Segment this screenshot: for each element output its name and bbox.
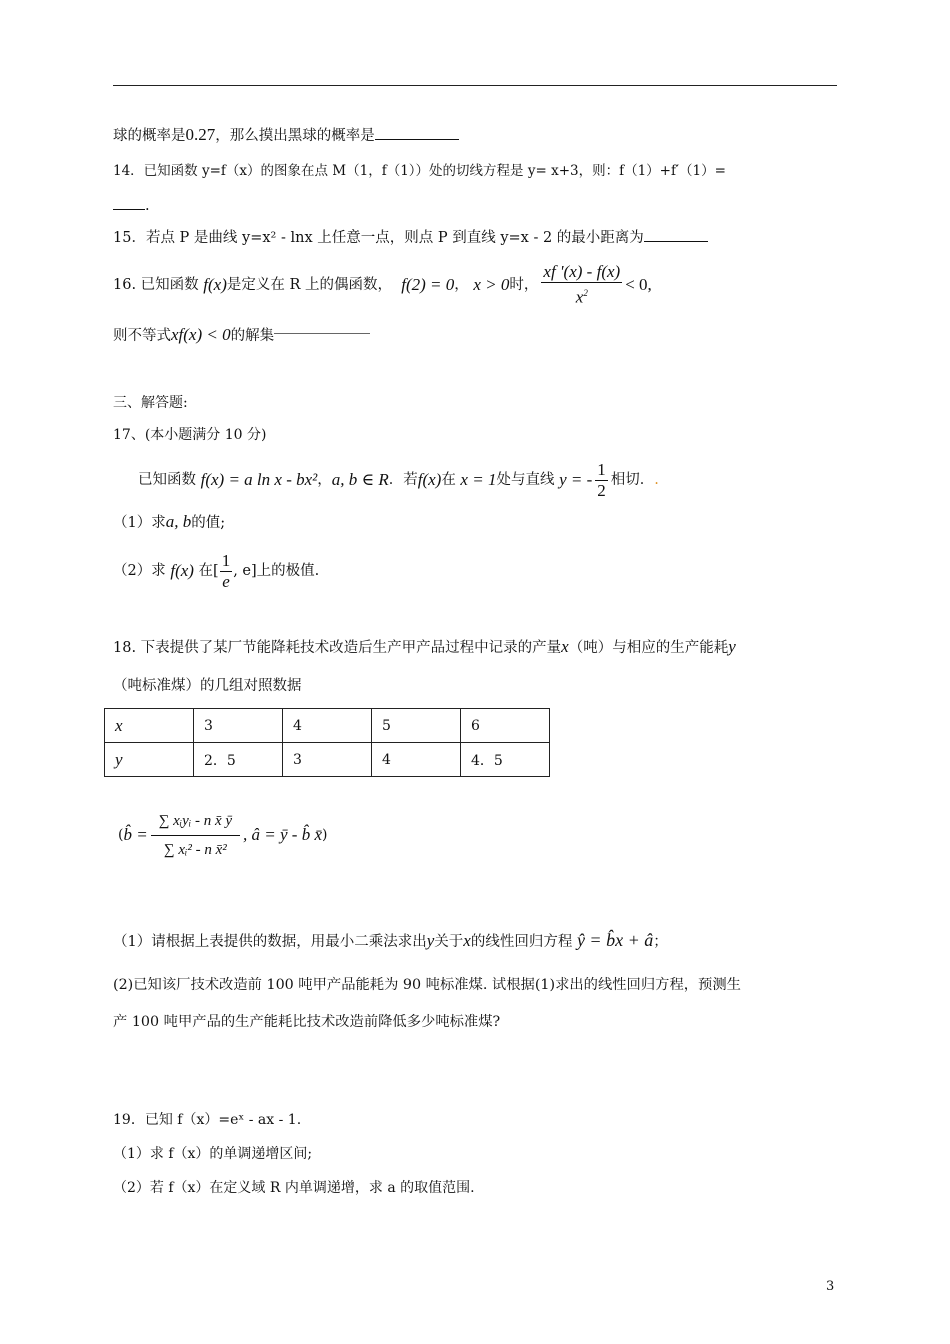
q17-l1a: 已知函数 <box>138 472 196 488</box>
formula-fraction <box>151 807 240 864</box>
q18-p1b: 关于 <box>434 934 464 950</box>
q18-l1: 18. 下表提供了某厂节能降耗技术改造后生产甲产品过程中记录的产量 <box>113 640 562 656</box>
q13-value: 0.27 <box>185 125 216 144</box>
table-row <box>105 743 550 777</box>
table-row <box>105 709 550 743</box>
formula-lhs: b̂ = <box>123 825 148 844</box>
q13-text2: ，那么摸出黑球的概率是 <box>215 128 375 144</box>
q17-p1ab: a, b <box>165 512 192 531</box>
section-title: 三、解答题: <box>113 395 188 411</box>
q14-tail: . <box>145 198 150 214</box>
q16-fraction <box>541 262 622 308</box>
q17-p2a: （2）求 <box>113 563 166 579</box>
q13-text: 球的概率是 <box>113 128 186 144</box>
q17-yeq: y = - <box>559 470 593 489</box>
q16-fx: f(x) <box>203 275 227 294</box>
q17-fx: f(x) <box>417 470 442 489</box>
q18-xvar: x <box>561 637 569 656</box>
formula-rhs: , â = ȳ - b̂ x̄ <box>243 825 323 844</box>
q16-inequality: xf(x) < 0 <box>171 325 231 344</box>
q16-line2a: 则不等式 <box>113 328 171 344</box>
q14-text: 14．已知函数 y=f（x）的图象在点 M（1，f（1））处的切线方程是 y= x+3，则：f（1）+f′（1）= <box>113 163 726 179</box>
table-cell: 6 <box>461 709 550 743</box>
answer-blank[interactable] <box>375 139 459 140</box>
q17-function: f(x) = a ln x - bx² <box>200 470 318 489</box>
q17-x1: x = 1 <box>460 470 497 489</box>
q16-line2b: 的解集 <box>230 328 275 344</box>
q17-p2c: , e]上的极值. <box>233 563 320 579</box>
q18-l1b: （吨）与相应的生产能耗 <box>568 640 729 656</box>
q17-p2-numerator: 1 <box>221 550 231 570</box>
q17-ab: a, b ∈ R <box>331 470 389 489</box>
q17-fraction <box>595 460 608 501</box>
q13-tail <box>113 125 459 146</box>
q17-p1b: 的值; <box>191 515 226 531</box>
table-cell: x <box>105 709 194 743</box>
table-cell: 4 <box>283 709 372 743</box>
q17-l1e: 处与直线 <box>496 472 555 488</box>
q18-part2-line2: 产 100 吨甲产品的生产能耗比技术改造前降低多少吨标准煤? <box>113 1014 501 1030</box>
q19-part2: （2）若 f（x）在定义域 R 内单调递增，求 a 的取值范围. <box>113 1180 475 1196</box>
data-table <box>104 708 550 777</box>
answer-blank[interactable] <box>274 333 370 334</box>
table-cell: 3 <box>283 743 372 777</box>
q18-yvar: y <box>728 637 736 656</box>
q18-regression-equation: ŷ = b̂x + â <box>576 930 654 950</box>
table-cell: 4 <box>372 743 461 777</box>
q16-prefix: 16. 已知函数 <box>113 277 199 293</box>
q16-mid: 是定义在 R 上的偶函数， <box>226 277 393 293</box>
q16-f2: f(2) = 0 <box>401 275 455 294</box>
q17-p2fx: f(x) <box>170 561 194 580</box>
q16-fraction-denominator: $x^2$ <box>575 287 588 307</box>
q18-part1 <box>113 930 668 952</box>
answer-blank[interactable] <box>113 209 145 210</box>
q17-p1a: （1）求 <box>113 515 166 531</box>
table-cell: 5 <box>372 709 461 743</box>
formula-numerator: ∑ xᵢyᵢ - n x̄ ȳ <box>151 807 240 836</box>
q18-p1d: ； <box>653 934 668 950</box>
question-15 <box>113 228 708 248</box>
q17-l1b: ， <box>317 472 332 488</box>
q16-fraction-numerator: xf '(x) - f(x) <box>543 262 621 282</box>
q16-tail: < 0, <box>625 275 652 294</box>
q19-part1: （1）求 f（x）的单调递增区间; <box>113 1146 313 1162</box>
q18-part2-line1: (2)已知该厂技术改造前 100 吨甲产品能耗为 90 吨标准煤. 试根据(1)求出的线性回归方程，预测生 <box>113 977 741 993</box>
q17-part1 <box>113 512 225 533</box>
header-rule <box>113 85 837 86</box>
table-cell: 3 <box>194 709 283 743</box>
q18-p1c: 的线性回归方程 <box>470 934 573 950</box>
decorative-dot: . <box>654 472 659 488</box>
regression-formula <box>118 790 327 880</box>
question-14-answer <box>113 196 150 216</box>
question-14 <box>113 161 726 181</box>
answer-blank[interactable] <box>644 241 708 242</box>
q15-text: 15．若点 P 是曲线 y=x² - lnx 上任意一点，则点 P 到直线 y=x - 2 的最小距离为 <box>113 230 644 246</box>
q17-p2-fraction <box>220 551 233 592</box>
q17-fraction-denominator: 2 <box>597 480 606 500</box>
q17-l1c: ．若 <box>388 472 418 488</box>
q17-part2 <box>113 548 319 594</box>
question-16-line2 <box>113 325 370 346</box>
q17-p2b: 在[ <box>198 563 219 579</box>
q16-sep: ， <box>454 277 469 293</box>
q17-p2-denominator: e <box>222 571 230 591</box>
q17-header: 17、(本小题满分 10 分) <box>113 427 267 443</box>
formula-close-paren: ) <box>322 827 328 843</box>
q18-p1x: x <box>463 931 471 950</box>
table-cell: 4．5 <box>461 743 550 777</box>
q18-line2: （吨标准煤）的几组对照数据 <box>113 678 302 694</box>
q18-p1y: y <box>426 931 435 950</box>
q17-fraction-numerator: 1 <box>597 459 606 479</box>
q17-statement <box>138 458 659 502</box>
q16-den-var: x <box>575 287 584 307</box>
q17-l1f: 相切． <box>610 472 655 488</box>
formula-denominator: ∑ xᵢ² - n x̄² <box>163 841 227 858</box>
question-16 <box>113 260 652 310</box>
q16-cond: x > 0 <box>473 275 510 294</box>
page-number: 3 <box>826 1279 835 1294</box>
q16-shi: 时， <box>509 277 539 293</box>
table-cell: y <box>105 743 194 777</box>
q17-l1d: 在 <box>441 472 456 488</box>
q18-p1a: （1）请根据上表提供的数据，用最小二乘法求出 <box>113 934 427 950</box>
q19-statement: 19．已知 f（x）=eˣ - ax - 1. <box>113 1112 302 1128</box>
table-cell: 2．5 <box>194 743 283 777</box>
q18-line1 <box>113 637 736 658</box>
formula-open-paren: ( <box>118 827 124 843</box>
